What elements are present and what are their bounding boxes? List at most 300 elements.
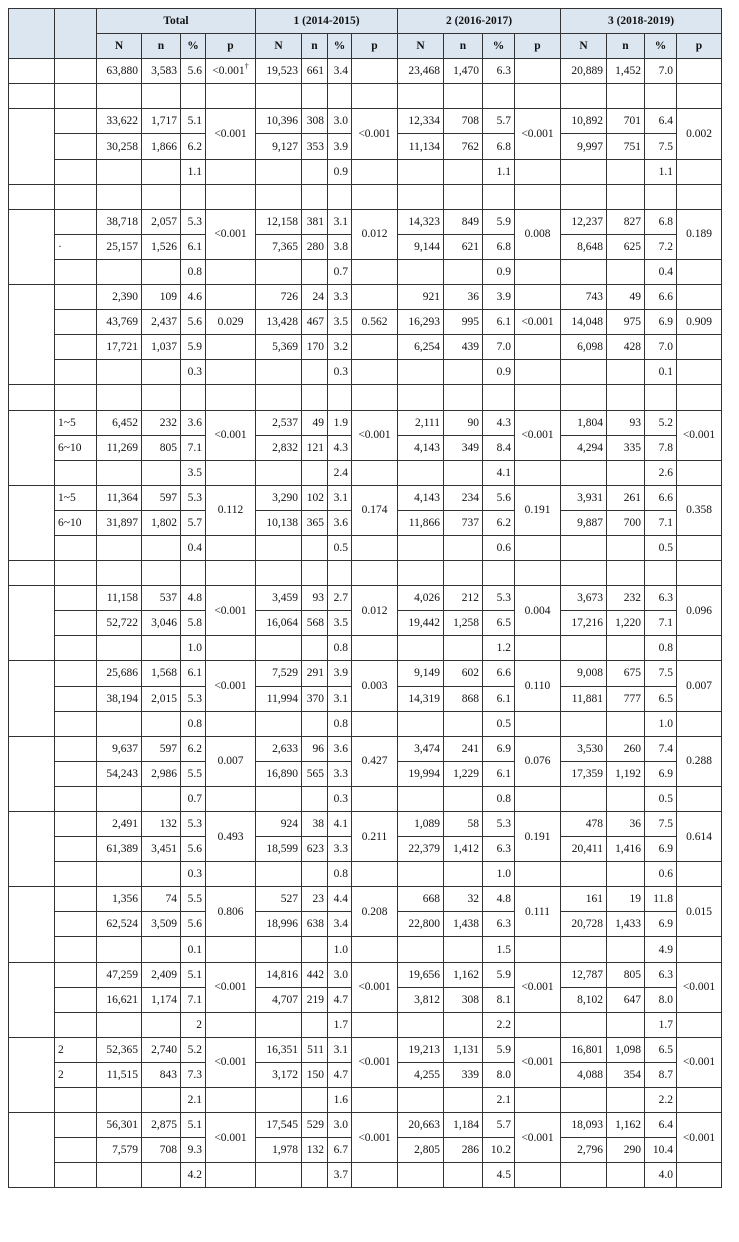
total-count-cell: 8,102 (561, 987, 607, 1012)
header-group-total: Total (97, 9, 256, 34)
percent-cell: 5.5 (181, 761, 206, 786)
p-value: <0.001 (682, 1056, 716, 1069)
percent-cell: 3.0 (328, 962, 352, 987)
percent-cell: 6.1 (483, 761, 515, 786)
p-value-cell (206, 1113, 256, 1163)
total-count-cell: 12,158 (256, 209, 302, 234)
percent-cell: 2 (181, 1012, 206, 1037)
p-value-cell (677, 1113, 722, 1163)
empty-cell (55, 84, 97, 109)
p-value-cell (206, 661, 256, 711)
percent-cell: 5.3 (181, 812, 206, 837)
count-cell (302, 1088, 328, 1113)
p-value-cell (677, 636, 722, 661)
row-label-cell (9, 59, 55, 84)
count-cell: 1,802 (142, 510, 181, 535)
total-count-cell: 4,255 (398, 1062, 444, 1087)
percent-cell: 4.3 (483, 410, 515, 435)
total-count-cell: 11,158 (97, 586, 142, 611)
total-count-cell: 61,389 (97, 837, 142, 862)
empty-cell (677, 385, 722, 410)
total-count-cell: 62,524 (97, 912, 142, 937)
count-cell (142, 1163, 181, 1188)
percent-cell: 1.2 (483, 636, 515, 661)
empty-cell (483, 561, 515, 586)
percent-cell: 0.7 (328, 259, 352, 284)
count-cell: 49 (302, 410, 328, 435)
p-value-cell (206, 711, 256, 736)
table-row (9, 711, 722, 736)
count-cell: 2,057 (142, 209, 181, 234)
total-count-cell (561, 535, 607, 560)
p-value-cell (515, 586, 561, 636)
count-cell: 241 (444, 736, 483, 761)
percent-cell: 7.4 (645, 736, 677, 761)
total-count-cell (398, 460, 444, 485)
percent-cell: 4.0 (645, 1163, 677, 1188)
header-sub-pct: % (328, 34, 352, 59)
total-count-cell: 3,673 (561, 586, 607, 611)
table-row (9, 1113, 722, 1138)
total-count-cell: 11,866 (398, 510, 444, 535)
total-count-cell (97, 862, 142, 887)
p-value: 0.909 (686, 316, 712, 329)
percent-cell: 4.7 (328, 987, 352, 1012)
percent-cell: 11.8 (645, 887, 677, 912)
sub-label-cell (55, 285, 97, 310)
p-value-cell (352, 360, 398, 385)
count-cell (142, 360, 181, 385)
p-value-cell (206, 109, 256, 159)
count-cell: 3,509 (142, 912, 181, 937)
p-value: 0.189 (686, 228, 712, 241)
total-count-cell: 56,301 (97, 1113, 142, 1138)
total-count-cell: 25,157 (97, 234, 142, 259)
total-count-cell: 16,621 (97, 987, 142, 1012)
p-value-cell (677, 862, 722, 887)
table-row (9, 460, 722, 485)
count-cell: 439 (444, 335, 483, 360)
p-value-cell (206, 937, 256, 962)
total-count-cell (97, 159, 142, 184)
percent-cell: 8.4 (483, 435, 515, 460)
percent-cell: 8.7 (645, 1062, 677, 1087)
total-count-cell: 3,290 (256, 485, 302, 510)
p-value-cell (515, 711, 561, 736)
total-count-cell (256, 636, 302, 661)
percent-cell: 1.1 (181, 159, 206, 184)
count-cell (302, 159, 328, 184)
empty-cell (302, 561, 328, 586)
percent-cell: 0.8 (328, 862, 352, 887)
p-value: <0.001 (521, 1056, 554, 1069)
count-cell: 365 (302, 510, 328, 535)
total-count-cell: 11,269 (97, 435, 142, 460)
count-cell: 565 (302, 761, 328, 786)
total-count-cell: 1,356 (97, 887, 142, 912)
p-value-cell (352, 1088, 398, 1113)
total-count-cell: 16,351 (256, 1037, 302, 1062)
total-count-cell (97, 1163, 142, 1188)
p-value: 0.358 (686, 504, 712, 517)
total-count-cell: 23,468 (398, 59, 444, 84)
percent-cell: 7.1 (181, 435, 206, 460)
count-cell: 58 (444, 812, 483, 837)
sub-label-cell (55, 586, 97, 611)
count-cell: 381 (302, 209, 328, 234)
percent-cell: 6.2 (483, 510, 515, 535)
sub-label-cell (55, 812, 97, 837)
p-value-cell (352, 259, 398, 284)
count-cell: 805 (607, 962, 645, 987)
header-sub-n: N (398, 34, 444, 59)
empty-cell (515, 84, 561, 109)
count-cell: 597 (142, 485, 181, 510)
p-value-cell (352, 1113, 398, 1163)
p-value-cell (206, 812, 256, 862)
p-value-cell (677, 360, 722, 385)
percent-cell: 6.1 (483, 686, 515, 711)
percent-cell: 4.2 (181, 1163, 206, 1188)
table-row (9, 661, 722, 686)
total-count-cell: 10,396 (256, 109, 302, 134)
empty-cell (444, 385, 483, 410)
empty-cell (302, 84, 328, 109)
empty-cell (352, 84, 398, 109)
row-label-cell (9, 736, 55, 811)
header-sub-n: n (302, 34, 328, 59)
total-count-cell: 17,359 (561, 761, 607, 786)
count-cell (607, 937, 645, 962)
total-count-cell: 4,294 (561, 435, 607, 460)
p-value-cell (352, 711, 398, 736)
p-value-cell (206, 209, 256, 259)
percent-cell: 5.2 (181, 1037, 206, 1062)
count-cell: 170 (302, 335, 328, 360)
table-row (9, 586, 722, 611)
sub-label-cell (55, 937, 97, 962)
count-cell: 1,866 (142, 134, 181, 159)
p-value-cell (677, 285, 722, 310)
empty-cell (645, 184, 677, 209)
total-count-cell: 4,143 (398, 485, 444, 510)
count-cell: 308 (302, 109, 328, 134)
table-row (9, 887, 722, 912)
p-value-cell (206, 862, 256, 887)
count-cell (142, 259, 181, 284)
count-cell: 568 (302, 611, 328, 636)
total-count-cell: 2,805 (398, 1138, 444, 1163)
total-count-cell: 9,149 (398, 661, 444, 686)
total-count-cell (256, 937, 302, 962)
p-value: 0.110 (524, 680, 551, 693)
p-value-cell (677, 1163, 722, 1188)
row-label-cell (9, 109, 55, 184)
count-cell: 74 (142, 887, 181, 912)
empty-cell (515, 561, 561, 586)
percent-cell: 3.1 (328, 209, 352, 234)
total-count-cell (398, 535, 444, 560)
total-count-cell: 38,718 (97, 209, 142, 234)
total-count-cell: 6,452 (97, 410, 142, 435)
p-value: 0.806 (217, 905, 244, 918)
total-count-cell: 10,892 (561, 109, 607, 134)
empty-cell (97, 385, 142, 410)
percent-cell: 2.2 (645, 1088, 677, 1113)
empty-cell (55, 561, 97, 586)
count-cell: 36 (607, 812, 645, 837)
empty-cell (677, 84, 722, 109)
percent-cell: 3.7 (328, 1163, 352, 1188)
header-sub-n: N (561, 34, 607, 59)
total-count-cell: 20,728 (561, 912, 607, 937)
sub-label-cell (55, 987, 97, 1012)
total-count-cell: 31,897 (97, 510, 142, 535)
header-group-period-1: 1 (2014-2015) (256, 9, 398, 34)
percent-cell: 3.3 (328, 285, 352, 310)
count-cell: 335 (607, 435, 645, 460)
header-group-period-2: 2 (2016-2017) (398, 9, 561, 34)
total-count-cell (398, 636, 444, 661)
section-row (9, 385, 722, 410)
p-value-cell (352, 460, 398, 485)
p-value: 0.493 (217, 830, 244, 843)
percent-cell: 2.1 (483, 1088, 515, 1113)
empty-cell (328, 561, 352, 586)
percent-cell: 0.8 (181, 711, 206, 736)
table-row (9, 636, 722, 661)
percent-cell: 5.9 (181, 335, 206, 360)
p-value: 0.111 (524, 905, 551, 918)
count-cell (302, 786, 328, 811)
count-cell: 700 (607, 510, 645, 535)
p-value: <0.001 (521, 981, 554, 994)
sub-label-cell: 1~5 (55, 410, 97, 435)
p-value-cell (677, 485, 722, 535)
count-cell: 2,015 (142, 686, 181, 711)
empty-cell (444, 184, 483, 209)
section-row (9, 84, 722, 109)
empty-cell (352, 385, 398, 410)
percent-cell: 1.7 (645, 1012, 677, 1037)
p-value: <0.001 (214, 429, 247, 442)
p-value-cell (677, 159, 722, 184)
count-cell: 625 (607, 234, 645, 259)
p-value-cell (677, 887, 722, 937)
p-value-cell (352, 159, 398, 184)
count-cell (607, 1088, 645, 1113)
count-cell: 24 (302, 285, 328, 310)
p-value: <0.001 (358, 429, 391, 442)
percent-cell: 3.2 (328, 335, 352, 360)
count-cell: 90 (444, 410, 483, 435)
percent-cell: 5.1 (181, 109, 206, 134)
percent-cell: 6.5 (645, 1037, 677, 1062)
count-cell (444, 1163, 483, 1188)
percent-cell: 2.2 (483, 1012, 515, 1037)
percent-cell: 3.5 (181, 460, 206, 485)
p-value-cell (206, 786, 256, 811)
total-count-cell (398, 937, 444, 962)
percent-cell: 5.2 (645, 410, 677, 435)
total-count-cell: 478 (561, 812, 607, 837)
percent-cell: 4.8 (181, 586, 206, 611)
row-label-cell (9, 285, 55, 385)
percent-cell: 3.5 (328, 611, 352, 636)
percent-cell: 6.9 (645, 310, 677, 335)
count-cell: 150 (302, 1062, 328, 1087)
count-cell: 751 (607, 134, 645, 159)
count-cell: 827 (607, 209, 645, 234)
p-value: 0.003 (361, 680, 388, 693)
empty-cell (142, 561, 181, 586)
total-count-cell: 2,537 (256, 410, 302, 435)
total-count-cell: 2,111 (398, 410, 444, 435)
empty-cell (483, 184, 515, 209)
percent-cell: 0.3 (328, 360, 352, 385)
percent-cell: 6.4 (645, 1113, 677, 1138)
table-row (9, 360, 722, 385)
total-count-cell (256, 862, 302, 887)
percent-cell: 4.3 (328, 435, 352, 460)
p-value: <0.001 (358, 1131, 391, 1144)
count-cell: 109 (142, 285, 181, 310)
total-count-cell: 18,093 (561, 1113, 607, 1138)
count-cell: 96 (302, 736, 328, 761)
empty-cell (206, 84, 256, 109)
total-count-cell (561, 460, 607, 485)
total-count-cell: 7,529 (256, 661, 302, 686)
table-row (9, 1012, 722, 1037)
empty-cell (97, 184, 142, 209)
row-label-cell (9, 1037, 55, 1112)
count-cell: 19 (607, 887, 645, 912)
total-count-cell: 12,334 (398, 109, 444, 134)
percent-cell: 6.9 (483, 736, 515, 761)
total-count-cell: 3,931 (561, 485, 607, 510)
sub-label-cell (55, 1138, 97, 1163)
p-value: <0.001 (682, 429, 716, 442)
total-count-cell (256, 460, 302, 485)
p-value: 0.004 (524, 604, 551, 617)
percent-cell: 5.7 (483, 109, 515, 134)
total-count-cell: 1,804 (561, 410, 607, 435)
percent-cell: 3.1 (328, 686, 352, 711)
p-value-cell (677, 1088, 722, 1113)
percent-cell: 5.3 (181, 686, 206, 711)
percent-cell: 10.2 (483, 1138, 515, 1163)
empty-cell (206, 561, 256, 586)
total-count-cell: 2,796 (561, 1138, 607, 1163)
header-empty-cell (9, 9, 55, 59)
count-cell: 762 (444, 134, 483, 159)
p-value-cell (515, 360, 561, 385)
percent-cell: 6.2 (181, 134, 206, 159)
percent-cell: 2.6 (645, 460, 677, 485)
p-value-cell (206, 962, 256, 1012)
total-count-cell: 52,365 (97, 1037, 142, 1062)
count-cell (444, 159, 483, 184)
p-value-cell (352, 1163, 398, 1188)
p-value-cell (352, 535, 398, 560)
p-value-cell (515, 962, 561, 1012)
p-value-cell (677, 109, 722, 159)
percent-cell: 6.5 (483, 611, 515, 636)
total-count-cell (398, 1088, 444, 1113)
sub-label-cell: 1~5 (55, 485, 97, 510)
percent-cell: 3.9 (328, 661, 352, 686)
percent-cell: 1.0 (181, 636, 206, 661)
percent-cell: 5.1 (181, 962, 206, 987)
p-value-cell (352, 1037, 398, 1087)
total-count-cell: 18,996 (256, 912, 302, 937)
total-count-cell (398, 1163, 444, 1188)
sub-label-cell (55, 686, 97, 711)
p-value: 0.112 (217, 504, 244, 517)
total-count-cell: 5,369 (256, 335, 302, 360)
total-count-cell: 33,622 (97, 109, 142, 134)
count-cell: 2,409 (142, 962, 181, 987)
row-label-cell (9, 962, 55, 1037)
percent-cell: 7.0 (483, 335, 515, 360)
total-count-cell: 12,237 (561, 209, 607, 234)
sub-label-cell (55, 159, 97, 184)
percent-cell: 6.9 (645, 837, 677, 862)
empty-cell (328, 184, 352, 209)
total-count-cell: 7,365 (256, 234, 302, 259)
total-count-cell (398, 1012, 444, 1037)
p-value-cell (206, 535, 256, 560)
count-cell: 1,717 (142, 109, 181, 134)
p-value-cell (352, 410, 398, 460)
empty-cell (181, 561, 206, 586)
total-count-cell (398, 159, 444, 184)
count-cell: 1,568 (142, 661, 181, 686)
percent-cell: 6.7 (328, 1138, 352, 1163)
count-cell: 1,162 (607, 1113, 645, 1138)
count-cell: 843 (142, 1062, 181, 1087)
row-label-cell (9, 812, 55, 887)
count-cell: 3,451 (142, 837, 181, 862)
header-sub-p: p (352, 34, 398, 59)
total-count-cell: 4,143 (398, 435, 444, 460)
p-value-cell (515, 1088, 561, 1113)
total-count-cell (256, 360, 302, 385)
total-count-cell: 38,194 (97, 686, 142, 711)
count-cell: 597 (142, 736, 181, 761)
total-count-cell (561, 360, 607, 385)
total-count-cell: 921 (398, 285, 444, 310)
p-value-cell (515, 259, 561, 284)
percent-cell: 6.9 (645, 912, 677, 937)
empty-cell (302, 385, 328, 410)
percent-cell: 7.1 (645, 510, 677, 535)
total-count-cell: 10,138 (256, 510, 302, 535)
count-cell (142, 937, 181, 962)
p-value-cell (206, 59, 256, 84)
percent-cell: 3.6 (328, 510, 352, 535)
total-count-cell: 47,259 (97, 962, 142, 987)
p-value-cell (352, 862, 398, 887)
total-count-cell: 11,515 (97, 1062, 142, 1087)
p-value: 0.096 (686, 604, 712, 617)
percent-cell: 8.0 (483, 1062, 515, 1087)
count-cell (607, 862, 645, 887)
count-cell: 36 (444, 285, 483, 310)
percent-cell: 0.3 (181, 862, 206, 887)
percent-cell: 7.5 (645, 134, 677, 159)
sub-label-cell (55, 711, 97, 736)
